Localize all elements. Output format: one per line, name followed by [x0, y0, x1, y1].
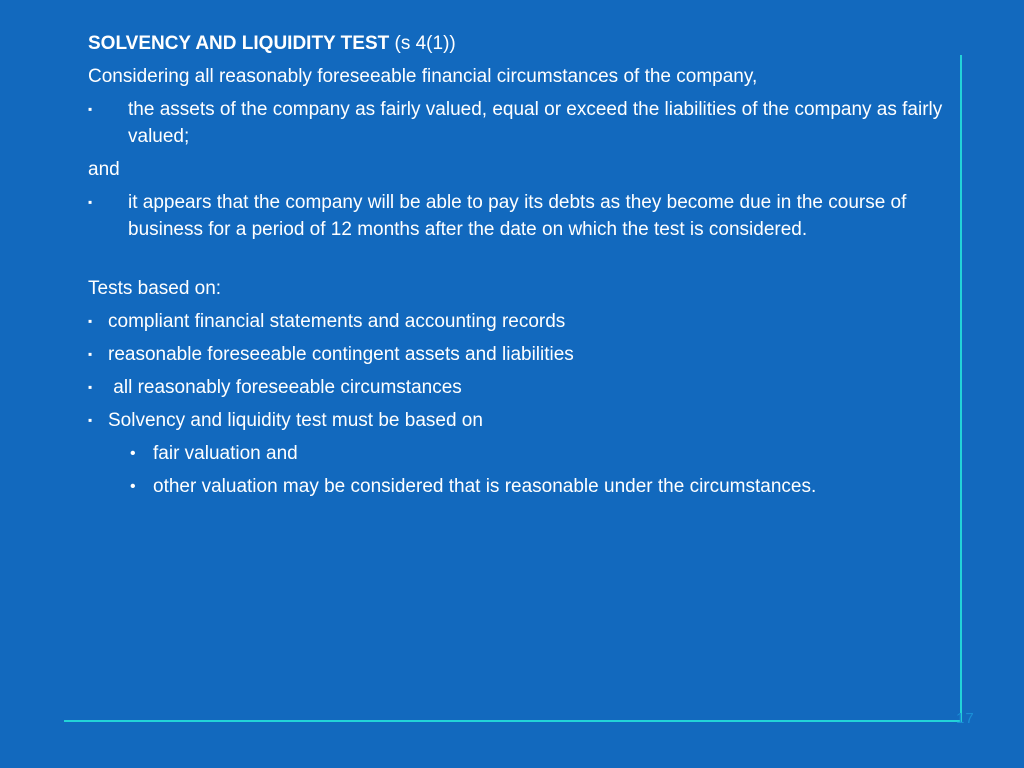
square-bullet-icon: ▪ — [88, 195, 93, 209]
connector-text: and — [88, 159, 120, 180]
slide-title: SOLVENCY AND LIQUIDITY TEST — [88, 33, 390, 54]
condition-item — [88, 96, 948, 150]
test-text: all reasonably foreseeable circumstances — [108, 377, 462, 398]
sub-point-text: other valuation may be considered that is reasonable under the circumstances. — [153, 476, 817, 497]
condition-text: it appears that the company will be able to pay its debts as they become due in the course of business for a period of 12 months after the date on which the test is considered. — [128, 192, 907, 240]
square-bullet-icon: ▪ — [88, 347, 93, 361]
intro-text: Considering all reasonably foreseeable financial circumstances of the company, — [88, 66, 758, 87]
test-text: reasonable foreseeable contingent assets and liabilities — [108, 344, 574, 365]
spacer — [88, 249, 948, 275]
page-number: 17 — [956, 710, 975, 727]
sub-point-text: fair valuation and — [153, 443, 298, 464]
square-bullet-icon: ▪ — [88, 413, 93, 427]
section-reference: (s 4(1)) — [389, 33, 456, 54]
round-bullet-icon: • — [130, 445, 136, 462]
square-bullet-icon: ▪ — [88, 380, 93, 394]
test-item — [88, 407, 948, 434]
square-bullet-icon: ▪ — [88, 102, 93, 116]
condition-text: the assets of the company as fairly valued, equal or exceed the liabilities of the company as fairly valued; — [128, 99, 943, 147]
sub-point-item — [88, 473, 853, 500]
slide-content — [88, 30, 948, 506]
tests-heading: Tests based on: — [88, 278, 222, 299]
square-bullet-icon: ▪ — [88, 314, 93, 328]
condition-item — [88, 189, 948, 243]
test-text: compliant financial statements and accounting records — [108, 311, 566, 332]
test-item — [88, 308, 948, 335]
vertical-rule — [960, 55, 962, 723]
test-item — [88, 374, 948, 401]
test-text: Solvency and liquidity test must be based on — [108, 410, 483, 431]
round-bullet-icon: • — [130, 478, 136, 495]
test-item — [88, 341, 948, 368]
sub-point-item — [88, 440, 853, 467]
horizontal-rule — [64, 720, 960, 722]
title-line — [88, 30, 948, 57]
